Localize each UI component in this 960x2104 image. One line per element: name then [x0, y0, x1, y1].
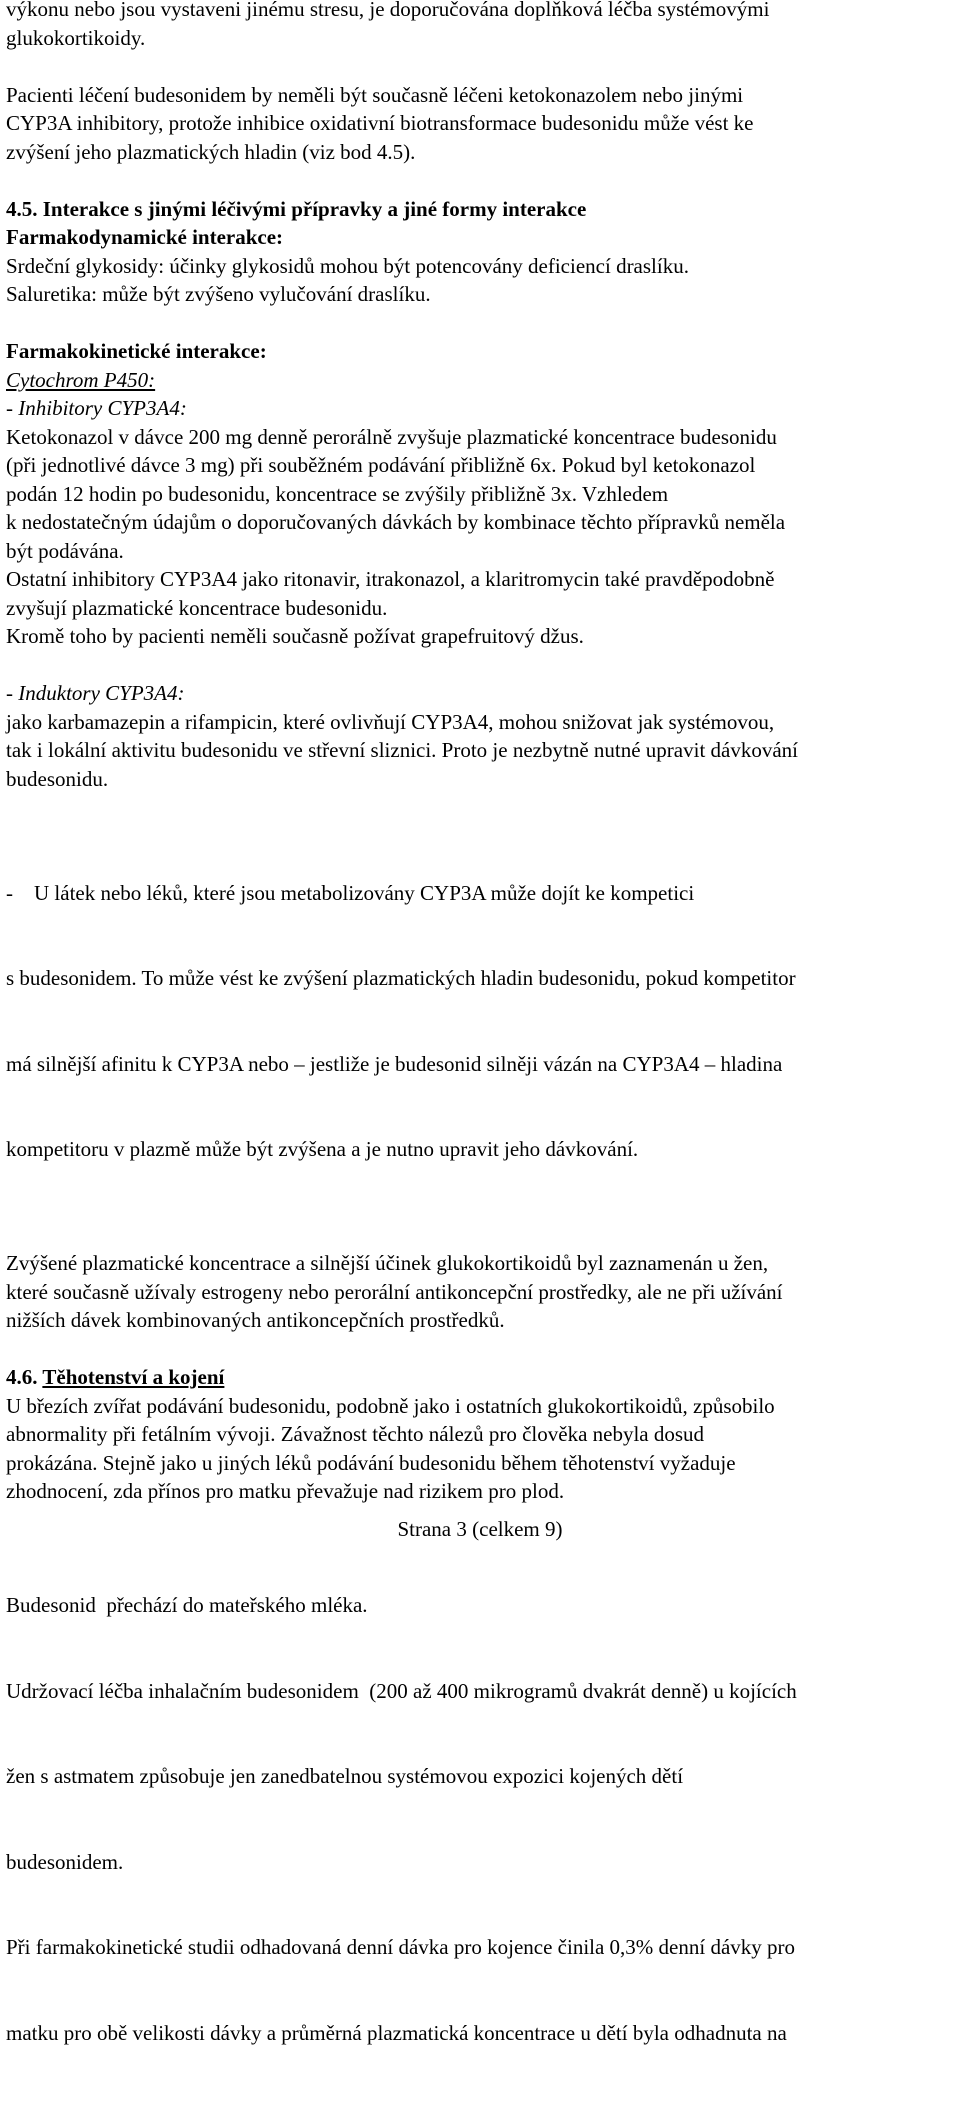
paragraph-inducers [6, 708, 956, 794]
subheading-pharmacodynamic: Farmakodynamické interakce: [6, 225, 284, 249]
label-cytochrome: Cytochrom P450: [6, 367, 156, 392]
text-line: žen s astmatem způsobuje jen zanedbatelnou systémovou expozici kojených dětí [6, 1764, 684, 1788]
text-line: Pacienti léčení budesonidem by neměli být současně léčeni ketokonazolem nebo jinými [6, 82, 744, 107]
text-line: výkonu nebo jsou vystaveni jinému stresu, je doporučována doplňková léčba systémovými [6, 0, 770, 21]
paragraph-gap [6, 651, 956, 680]
text-line: Ostatní inhibitory CYP3A4 jako ritonavir, itrakonazol, a klaritromycin také pravděpodobně [6, 567, 775, 591]
text-line: být podávána. [6, 538, 124, 563]
text-line: Srdeční glykosidy: účinky glykosidů mohou být potencovány deficiencí draslíku. [6, 253, 689, 278]
text-line: zhodnocení, zda přínos pro matku převažuje nad rizikem pro plod. [6, 1479, 565, 1503]
text-line: Budesonid přechází do mateřského mléka. [6, 1593, 368, 1617]
paragraph-estrogens [6, 1249, 956, 1335]
text-line: Udržovací léčba inhalačním budesonidem (200 až 400 mikrogramů dvakrát denně) u kojících [6, 1678, 797, 1703]
paragraph-pregnancy [6, 1392, 956, 1506]
text-line: Kromě toho by pacienti neměli současně požívat grapefruitový džus. [6, 624, 584, 648]
label-inducers [6, 679, 956, 708]
subheading-pharmacokinetic: Farmakokinetické interakce: [6, 339, 267, 363]
text-line: nižších dávek kombinovaných antikoncepčních prostředků. [6, 1308, 505, 1332]
text-line: má silnější afinitu k CYP3A nebo – jestliže je budesonid silněji vázán na CYP3A4 – hladina [6, 1051, 783, 1076]
text-line: (při jednotlivé dávce 3 mg) při souběžném podávání přibližně 6x. Pokud byl ketokonazol [6, 453, 756, 477]
list-dash: - [6, 681, 19, 705]
text-line: k nedostatečným údajům o doporučovaných dávkách by kombinace těchto přípravků neměla [6, 510, 786, 534]
text-line: kompetitoru v plazmě může být zvýšena a je nutno upravit jeho dávkování. [6, 1137, 639, 1161]
text-line: budesonidu. [6, 766, 109, 791]
inhibitors-label-text: Inhibitory CYP3A4: [18, 396, 187, 420]
text-line: jako karbamazepin a rifampicin, které ovlivňují CYP3A4, mohou snižovat jak systémovou, [6, 709, 775, 734]
paragraph-pharmacodynamic [6, 252, 956, 309]
paragraph-gap [6, 166, 956, 195]
paragraph-lactation [6, 1534, 956, 2104]
paragraph-ketoconazole-warning [6, 81, 956, 167]
text-line: abnormality při fetálním vývoji. Závažnost těchto nálezů pro člověka nebyla dosud [6, 1422, 705, 1446]
text-line: - U látek nebo léků, které jsou metabolizovány CYP3A může dojít ke kompetici [6, 880, 695, 905]
paragraph-inhibitors [6, 423, 956, 651]
list-dash: - [6, 396, 19, 420]
text-line: Ketokonazol v dávce 200 mg denně perorálně zvyšuje plazmatické koncentrace budesonidu [6, 424, 777, 449]
text-line: tak i lokální aktivitu budesonidu ve střevní sliznici. Proto je nezbytně nutné upravit dávkování [6, 738, 799, 762]
text-line: budesonidem. [6, 1849, 124, 1874]
text-line: glukokortikoidy. [6, 25, 146, 50]
paragraph-gap [6, 52, 956, 81]
text-line: U březích zvířat podávání budesonidu, podobně jako i ostatních glukokortikoidů, způsobilo [6, 1393, 775, 1418]
text-line: zvýšení jeho plazmatických hladin (viz bod 4.5). [6, 139, 416, 164]
section-number: 4.6. [6, 1365, 43, 1389]
document-page [6, 0, 956, 2104]
page-footer: Strana 3 (celkem 9) [397, 1517, 563, 1541]
paragraph-systemic-glucocorticoids [6, 0, 956, 52]
text-line: prokázána. Stejně jako u jiných léků podávání budesonidu během těhotenství vyžaduje [6, 1450, 736, 1475]
text-line: Saluretika: může být zvýšeno vylučování draslíku. [6, 282, 431, 306]
text-line: CYP3A inhibitory, protože inhibice oxidativní biotransformace budesonidu může vést ke [6, 111, 754, 135]
text-line: matku pro obě velikosti dávky a průměrná plazmatická koncentrace u dětí byla odhadnuta na [6, 2020, 787, 2045]
section-heading-4-5: 4.5. Interakce s jinými léčivými přípravky a jiné formy interakce [6, 196, 587, 221]
text-line: které současně užívaly estrogeny nebo perorální antikoncepční prostředky, ale ne při užívání [6, 1279, 783, 1304]
text-line: Při farmakokinetické studii odhadovaná denní dávka pro kojence činila 0,3% denní dávky pro [6, 1935, 796, 1959]
text-line: podán 12 hodin po budesonidu, koncentrace se zvýšily přibližně 3x. Vzhledem [6, 481, 669, 506]
paragraph-competition [6, 822, 956, 1221]
label-inhibitors [6, 394, 956, 423]
paragraph-gap [6, 793, 956, 822]
text-line: Zvýšené plazmatické koncentrace a silnější účinek glukokortikoidů byl zaznamenán u žen, [6, 1251, 769, 1275]
section-title: Těhotenství a kojení [42, 1365, 225, 1389]
text-line: zvyšují plazmatické koncentrace budesonidu. [6, 595, 388, 620]
paragraph-gap [6, 1221, 956, 1250]
inducers-label-text: Induktory CYP3A4: [18, 681, 185, 705]
section-heading-4-6 [6, 1363, 956, 1392]
text-line: s budesonidem. To může vést ke zvýšení plazmatických hladin budesonidu, pokud kompetitor [6, 966, 796, 990]
paragraph-gap [6, 309, 956, 338]
paragraph-gap [6, 1335, 956, 1364]
